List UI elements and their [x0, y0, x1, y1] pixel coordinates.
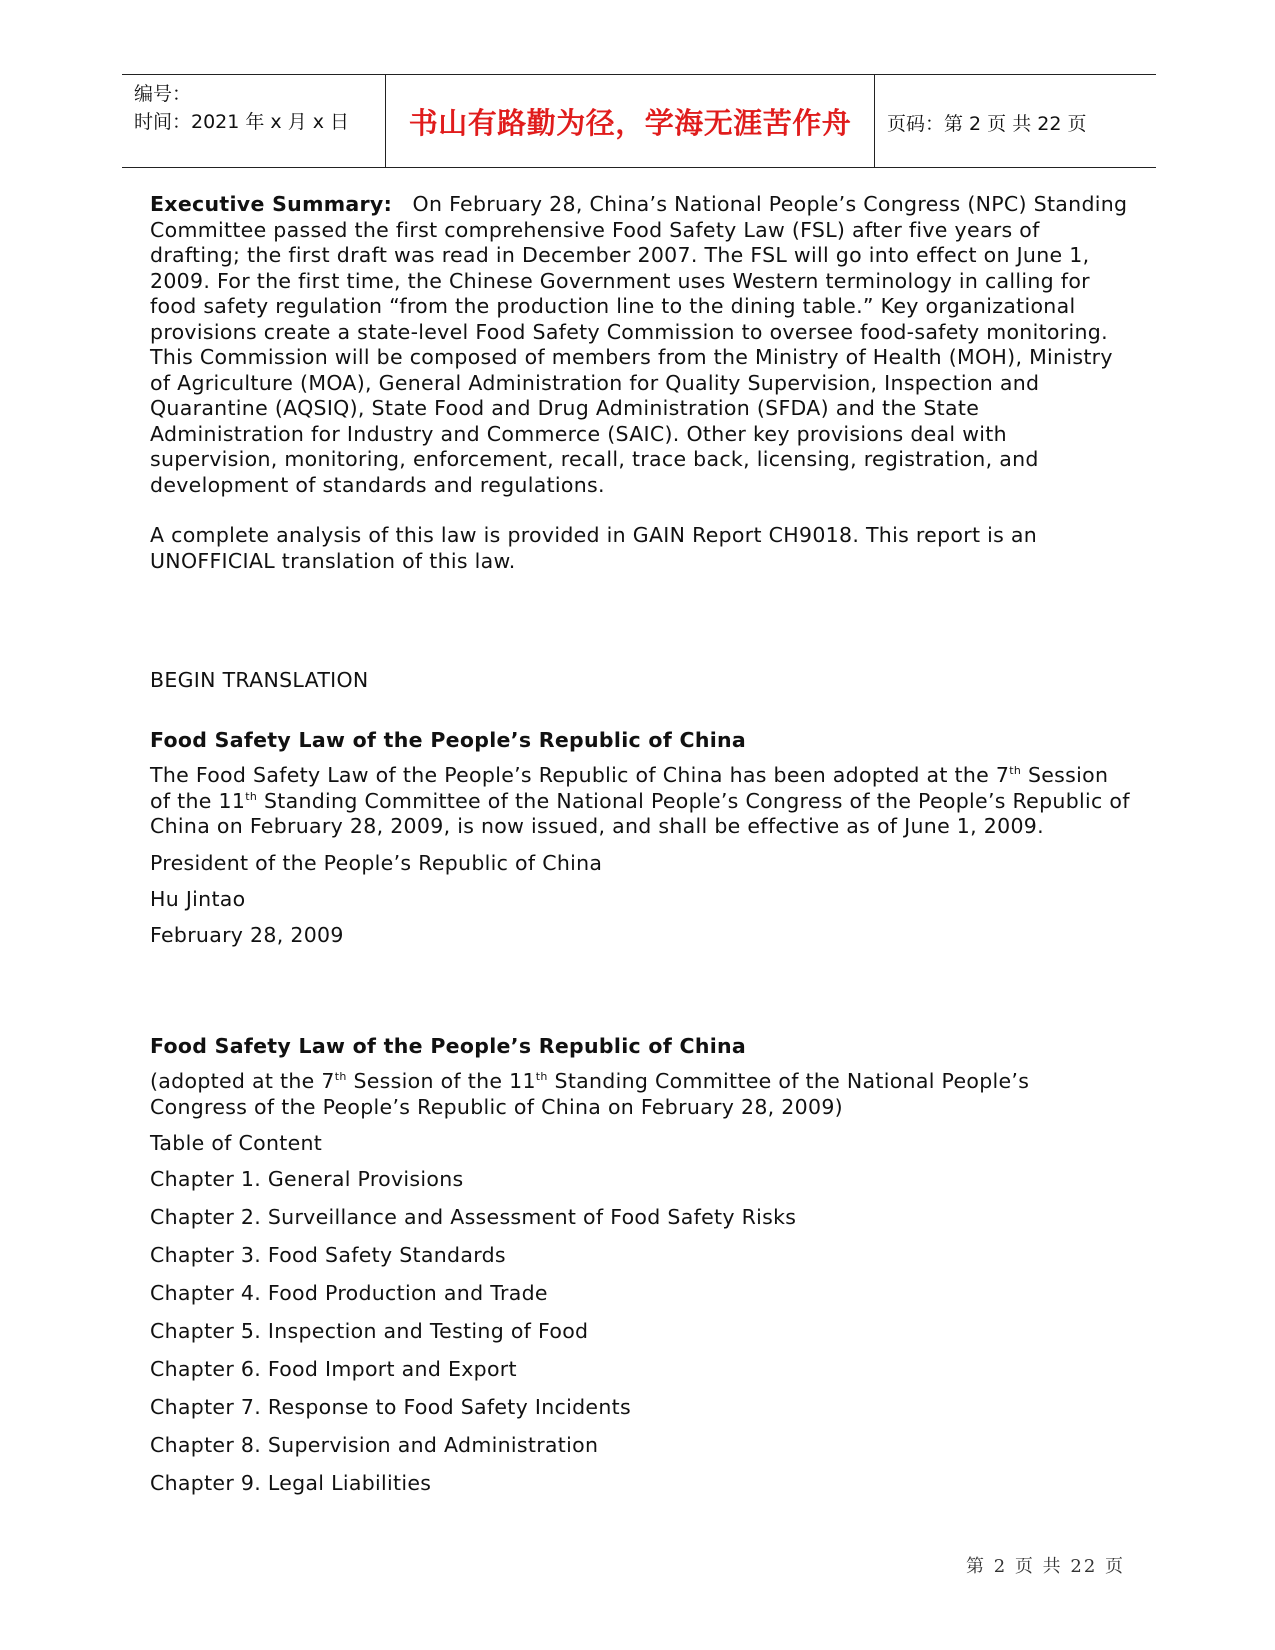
toc-item: Chapter 2. Surveillance and Assessment of Food Safety Risks [150, 1205, 797, 1229]
page-footer: 第 2 页 共 22 页 [966, 1556, 1125, 1577]
analysis-note: A complete analysis of this law is provided in GAIN Report CH9018. This report is an UNOFFICIAL translation of this law. [150, 523, 1038, 573]
adoption-note-part: Session of the 11 [346, 1069, 536, 1093]
adoption-note-part: Standing Committee of the National People’s Congress of the People’s Republic of China on February 28, 2009) [150, 1069, 1030, 1119]
executive-summary-text: On February 28, China’s National People’s Congress (NPC) Standing Committee passed the first comprehensive Food Safety Law (FSL) after five years of drafting; the first draft was read in December 2007. The FSL will go into effect on June 1, 2009. For the first time, the Chinese Government uses Western terminology in calling for food safety regulation “from the production line to the dining table.” Key organizational provisions create a state-level Food Safety Commission to oversee food-safety monitoring. This Commission will be composed of members from the Ministry of Health (MOH), Ministry of Agriculture (MOA), General Administration for Quality Supervision, Inspection and Quarantine (AQSIQ), State Food and Drug Administration (SFDA) and the State Administration for Industry and Commerce (SAIC). Other key provisions deal with supervision, monitoring, enforcement, recall, trace back, licensing, registration, and development of standards and regulations. [150, 192, 1128, 497]
toc-list [150, 1160, 1130, 1502]
toc-item: Chapter 8. Supervision and Administration [150, 1433, 599, 1457]
header-motto-cell [386, 75, 875, 167]
toc-item: Chapter 1. General Provisions [150, 1167, 464, 1191]
header-page-indicator: 页码：第 2 页 共 22 页 [887, 113, 1087, 135]
toc-item: Chapter 6. Food Import and Export [150, 1357, 517, 1381]
toc-item: Chapter 9. Legal Liabilities [150, 1471, 432, 1495]
document-body [150, 192, 1130, 1502]
adoption-text-part: Session of the 11 [150, 763, 1109, 813]
toc-item: Chapter 7. Response to Food Safety Incidents [150, 1395, 631, 1419]
ordinal-suffix: th [1009, 764, 1022, 777]
adoption-note-part: (adopted at the 7 [150, 1069, 335, 1093]
header-meta-cell [122, 75, 386, 167]
header-table [122, 74, 1156, 168]
adoption-note [150, 1069, 1130, 1120]
toc-title: Table of Content [150, 1131, 323, 1155]
executive-summary [150, 192, 1130, 498]
ordinal-suffix: th [535, 1070, 548, 1083]
president-title: President of the People’s Republic of China [150, 850, 603, 875]
document-time-label: 时间：2021 年 x 月 x 日 [134, 111, 350, 133]
law-title-2: Food Safety Law of the People’s Republic of China [150, 1033, 747, 1058]
ordinal-suffix: th [245, 789, 258, 803]
president-name: Hu Jintao [150, 886, 246, 911]
issue-date: February 28, 2009 [150, 922, 344, 947]
law-title: Food Safety Law of the People’s Republic of China [150, 727, 747, 752]
toc-item: Chapter 4. Food Production and Trade [150, 1281, 548, 1305]
document-number-label: 编号： [134, 83, 192, 105]
executive-summary-lead: Executive Summary: [150, 192, 393, 216]
header-motto: 书山有路勤为径，学海无涯苦作舟 [408, 105, 852, 140]
adoption-text-part: Standing Committee of the National People’s Congress of the People’s Republic of China on February 28, 2009, is now issued, and shall be effective as of June 1, 2009. [150, 788, 1130, 838]
toc-item: Chapter 5. Inspection and Testing of Food [150, 1319, 589, 1343]
adoption-statement [150, 763, 1130, 840]
begin-translation-label: BEGIN TRANSLATION [150, 668, 369, 692]
adoption-text-part: The Food Safety Law of the People’s Republic of China has been adopted at the 7 [150, 763, 1010, 787]
toc-item: Chapter 3. Food Safety Standards [150, 1243, 506, 1267]
ordinal-suffix: th [334, 1070, 347, 1083]
header-pager-cell [875, 75, 1156, 167]
